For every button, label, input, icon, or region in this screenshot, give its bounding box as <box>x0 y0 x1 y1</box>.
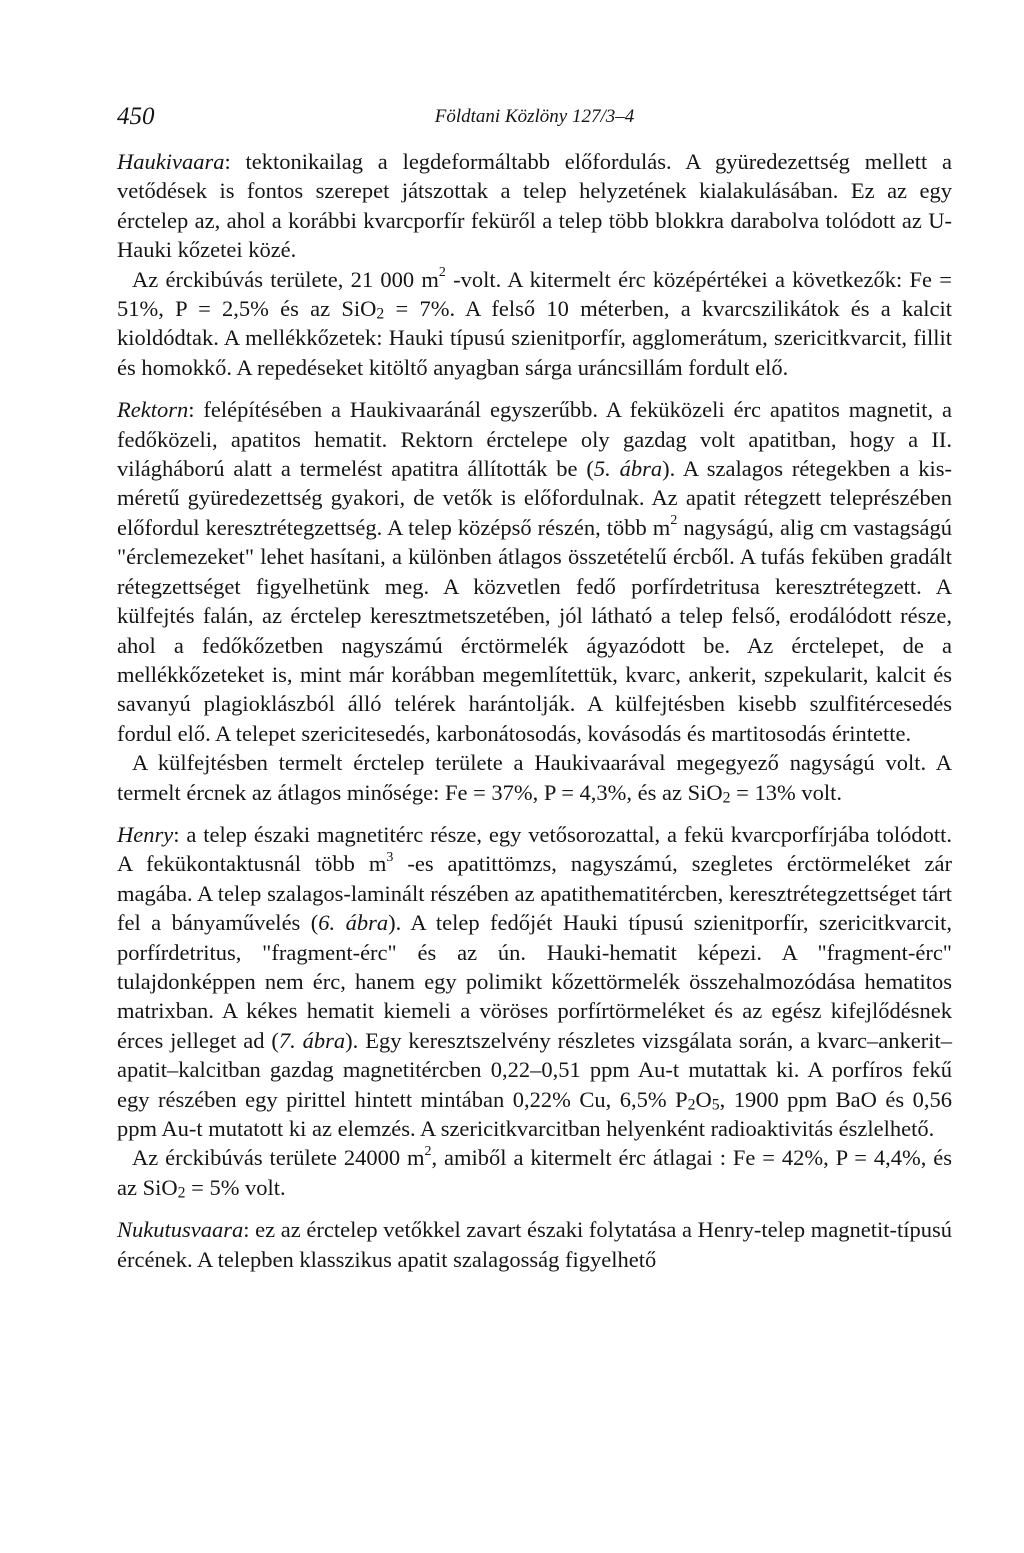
paragraph-haukivaara-ore-data <box>117 265 952 383</box>
section-lead-rektorn: Rektorn <box>117 397 189 423</box>
page-header <box>117 103 952 133</box>
paragraph-haukivaara <box>117 147 952 265</box>
journal-title: Földtani Közlöny 127/3–4 <box>434 106 635 127</box>
paragraph-text: A külfejtésben termelt érctelep területe a Haukivaarával megegyező nagyságú volt. A termelt ércnek az átlagos minősége: Fe = 37%, P = 4,3%, és az SiO$_2$ = 13% volt. <box>117 750 952 806</box>
paragraph-text: : tektonikailag a legdeformáltabb előfordulás. A gyüredezettség mellett a vetődések is fontos szerepet játszottak a telep helyzetének kialakulásában. Ez az egy érctelep az, ahol a korábbi kvarcporfír feküről a telep több blokkra darabolva tolódott az U-Hauki kőzetei közé. <box>117 149 952 263</box>
paragraph-rektorn <box>117 395 952 748</box>
paragraph-nukutusvaara <box>117 1215 952 1274</box>
paragraph-rektorn-ore-data <box>117 748 952 807</box>
section-lead-nukutusvaara: Nukutusvaara <box>117 1217 244 1243</box>
paragraph-henry-ore-data <box>117 1143 952 1202</box>
paragraph-text: : a telep északi magnetitérc része, egy vetősorozattal, a fekü kvarcporfírjába tolódott. A fekükontaktusnál több $m^3$ -es apatittömzs, nagyszámú, szegletes érctörmeléket zár magába. A telep szalagos-laminált részében az apatithematitércben, keresztrétegzettséget tárt fel a bányaművelés (6. ábra). A telep fedőjét Hauki típusú szienitporfír, szericitkvarcit, porfírdetritus, "fragment-érc" és az ún. Hauki-hematit képezi. A "fragment-érc" tulajdonképpen nem érc, hanem egy polimikt kőzettörmelék összehalmozódása hematitos matrixban. A kékes hematit kiemeli a vöröses porfírtörmeléket és az egész kifejlődésnek érces jelleget ad (7. ábra). Egy keresztszelvény részletes vizsgálata során, a kvarc–ankerit–apatit–kalcitban gazdag magnetitércben 0,22–0,51 ppm Au-t mutattak ki. A porfíros fekű egy részében egy pirittel hintett mintában 0,22% Cu, 6,5% $P_2O_5$, 1900 ppm BaO és 0,56 ppm Au-t mutatott ki az elemzés. A szericitkvarcitban helyenként radioaktivitás észlelhető. <box>117 821 952 1141</box>
section-lead-haukivaara: Haukivaara <box>117 149 225 174</box>
paragraph-text: : felépítésében a Haukivaaránál egyszerűbb. A feküközeli érc apatitos magnetit, a fedőközeli, apatitos hematit. Rektorn érctelepe oly gazdag volt apatitban, hogy a II. világháború alatt a termelést apatitra állították be (5. ábra). A szalagos rétegekben a kis-méretű gyüredezettség gyakori, de vetők is előfordulnak. Az apatit rétegzett teleprészében előfordul keresztrétegzettség. A telep középső részén, több $m^2$ nagyságú, alig cm vastagságú "érclemezeket" lehet hasítani, a különben átlagos összetételű ércből. A tufás feküben gradált rétegzettséget figyelhetünk meg. A közvetlen fedő porfírdetritusa keresztrétegzett. A külfejtés falán, az érctelep keresztmetszetében, jól látható a telep felső, erodálódott része, ahol a fedőkőzetben nagyszámú érctörmelék ágyazódott be. Az érctelepet, de a mellékkőzeteket is, mint már korábban megemlítettük, kvarc, ankerit, szpekularit, kalcit és savanyú plagioklászból álló telérek harántolják. A külfejtésben kisebb szulfitércesedés fordul elő. A telepet szericitesedés, karbonátosodás, kovásodás és martitosodás érintette. <box>117 397 952 746</box>
article-body <box>117 147 952 1274</box>
paragraph-henry <box>117 820 952 1143</box>
section-lead-henry: Henry <box>117 821 174 847</box>
page-number: 450 <box>117 103 155 130</box>
paragraph-text: : ez az érctelep vetőkkel zavart északi folytatása a Henry-telep magnetit-típusú ércének. A telepben klasszikus apatit szalagosság figyelhető <box>117 1217 952 1272</box>
paragraph-text: Az érckibúvás területe 24000 $m^2$, amiből a kitermelt érc átlagai : Fe = 42%, P = 4,4%, és az SiO$_2$ = 5% volt. <box>117 1143 952 1202</box>
paragraph-text: Az érckibúvás területe, 21 000 $m^2$ -volt. A kitermelt érc középértékei a következők: Fe = 51%, P = 2,5% és az SiO$_2$ = 7%. A felső 10 méterben, a kvarcszilikátok és a kalcit kioldódtak. A mellékkőzetek: Hauki típusú szienitporfír, agglomerátum, szericitkvarcit, fillit és homokkő. A repedéseket kitöltő anyagban sárga uráncsillám fordult elő. <box>117 265 952 380</box>
